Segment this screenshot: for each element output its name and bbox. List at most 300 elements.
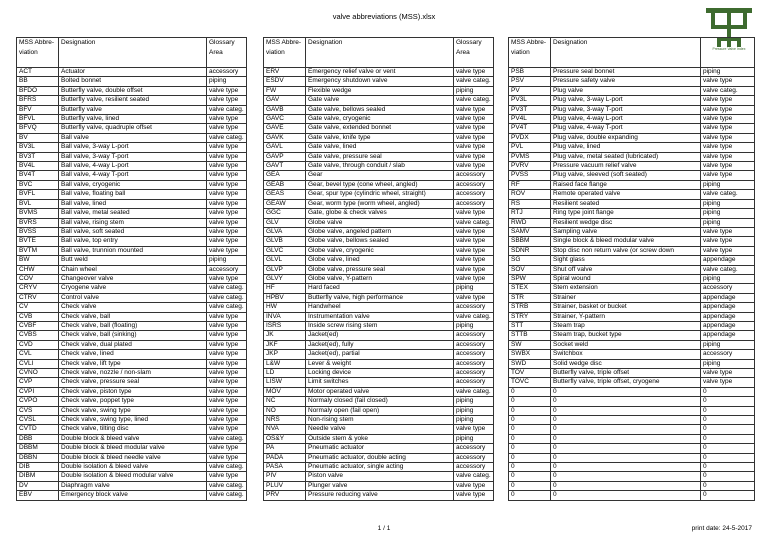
glossary-area-cell: valve categ. (207, 105, 247, 114)
table-row (509, 359, 755, 368)
designation-cell: Plug valve, lined (551, 143, 701, 152)
designation-cell: 0 (551, 387, 701, 396)
mss-abbreviation-cell: STRB (509, 303, 551, 312)
glossary-area-cell: piping (454, 406, 494, 415)
mss-abbreviation-cell: BVFL (17, 190, 59, 199)
designation-cell: Plug valve, 4-way T-port (551, 124, 701, 133)
designation-cell: Emergency block valve (59, 491, 207, 500)
designation-cell: Ball valve, rising stem (59, 218, 207, 227)
glossary-area-cell: 0 (701, 434, 755, 443)
glossary-area-cell: valve type (207, 274, 247, 283)
mss-abbreviation-cell: CVBS (17, 331, 59, 340)
table-row (509, 227, 755, 236)
designation-cell: Butterfly valve (59, 105, 207, 114)
table-header-row (264, 38, 494, 68)
table-row (17, 227, 247, 236)
designation-cell: Locking device (306, 369, 454, 378)
mss-abbreviation-cell: 0 (509, 472, 551, 481)
designation-cell: Gear, bevel type (cone wheel, angled) (306, 180, 454, 189)
mss-abbreviation-cell: GAVL (264, 143, 306, 152)
table-row (264, 133, 494, 142)
mss-abbreviation-cell: RTJ (509, 209, 551, 218)
mss-abbreviation-cell: BV4L (17, 162, 59, 171)
designation-cell: Ring type joint flange (551, 209, 701, 218)
table-row (509, 115, 755, 124)
glossary-area-cell: valve type (701, 369, 755, 378)
glossary-area-cell: valve type (701, 237, 755, 246)
glossary-area-cell: piping (701, 359, 755, 368)
mss-abbreviation-cell: GAVE (264, 124, 306, 133)
mss-abbreviation-cell: 0 (509, 397, 551, 406)
table-row (264, 209, 494, 218)
designation-cell: Check valve (59, 303, 207, 312)
glossary-area-cell: appendage (701, 331, 755, 340)
table-row (17, 406, 247, 415)
designation-cell: Steam trap, bucket type (551, 331, 701, 340)
mss-abbreviation-cell: CVBF (17, 321, 59, 330)
mss-abbreviation-cell: PV3T (509, 105, 551, 114)
mss-abbreviation-cell: RWD (509, 218, 551, 227)
designation-cell: Ball valve, cryogenic (59, 180, 207, 189)
mss-abbreviation-cell: PVRV (509, 162, 551, 171)
glossary-area-cell: valve type (207, 472, 247, 481)
designation-cell: Strainer (551, 293, 701, 302)
glossary-area-cell: accessory (454, 378, 494, 387)
table-row (264, 340, 494, 349)
glossary-area-cell: valve type (207, 124, 247, 133)
table-row (509, 86, 755, 95)
designation-cell: Remote operated valve (551, 190, 701, 199)
table-row (509, 463, 755, 472)
glossary-area-cell: valve type (701, 227, 755, 236)
mss-abbreviation-cell: PV4L (509, 115, 551, 124)
glossary-area-cell: piping (454, 321, 494, 330)
mss-abbreviation-cell: GAVK (264, 133, 306, 142)
glossary-area-cell: accessory (454, 331, 494, 340)
mss-abbreviation-cell: GEA (264, 171, 306, 180)
mss-abbreviation-cell: BV4T (17, 171, 59, 180)
mss-abbreviation-cell: GLVB (264, 237, 306, 246)
table-row (17, 303, 247, 312)
table-row (17, 171, 247, 180)
mss-abbreviation-cell: 0 (509, 444, 551, 453)
designation-cell: Jacket(ed), fully (306, 340, 454, 349)
glossary-area-cell: valve type (207, 190, 247, 199)
table-row (264, 171, 494, 180)
mss-abbreviation-cell: SG (509, 256, 551, 265)
designation-cell: Pressure safety valve (551, 77, 701, 86)
glossary-area-cell: valve type (207, 162, 247, 171)
mss-abbreviation-cell: 0 (509, 387, 551, 396)
glossary-area-cell: valve type (207, 369, 247, 378)
glossary-area-cell: valve categ. (454, 387, 494, 396)
designation-cell: Pressure reducing valve (306, 491, 454, 500)
designation-cell: Globe valve, bellows sealed (306, 237, 454, 246)
designation-cell: Double isolation & bleed modular valve (59, 472, 207, 481)
table-row (17, 152, 247, 161)
mss-abbreviation-cell: BVSS (17, 227, 59, 236)
designation-cell: Jacket(ed), partial (306, 350, 454, 359)
mss-abbreviation-cell: BVRS (17, 218, 59, 227)
header-designation: Designation (551, 38, 701, 68)
designation-cell: 0 (551, 416, 701, 425)
designation-cell: Gate valve, extended bonnet (306, 124, 454, 133)
designation-cell: Butt weld (59, 256, 207, 265)
glossary-area-cell: accessory (701, 284, 755, 293)
table-row (509, 171, 755, 180)
header-mss-abbreviation: MSS Abbre- viation (509, 38, 551, 68)
designation-cell: Normaly open (fail open) (306, 406, 454, 415)
glossary-area-cell: valve type (207, 387, 247, 396)
designation-cell: Switchbox (551, 350, 701, 359)
table-row (509, 133, 755, 142)
mss-abbreviation-cell: GEAW (264, 199, 306, 208)
glossary-area-cell: valve categ. (454, 218, 494, 227)
mss-abbreviation-cell: DV (17, 481, 59, 490)
table-row (17, 105, 247, 114)
mss-abbreviation-cell: NO (264, 406, 306, 415)
designation-cell: Ball valve, trunnion mounted (59, 246, 207, 255)
mss-abbreviation-cell: 0 (509, 416, 551, 425)
table-row (509, 105, 755, 114)
glossary-area-cell: appendage (701, 293, 755, 302)
table-row (509, 124, 755, 133)
mss-abbreviation-cell: 0 (509, 434, 551, 443)
table-row (509, 472, 755, 481)
designation-cell: Plug valve, 3-way T-port (551, 105, 701, 114)
mss-abbreviation-cell: PADA (264, 453, 306, 462)
glossary-area-cell: valve type (454, 237, 494, 246)
designation-cell: Flexible wedge (306, 86, 454, 95)
table-row (509, 331, 755, 340)
mss-abbreviation-cell: BVMS (17, 209, 59, 218)
glossary-area-cell: accessory (454, 340, 494, 349)
glossary-area-cell: valve type (454, 425, 494, 434)
designation-cell: Normaly closed (fail closed) (306, 397, 454, 406)
designation-cell: Gate valve, lined (306, 143, 454, 152)
table-row (17, 472, 247, 481)
designation-cell: Gate valve, knife type (306, 133, 454, 142)
mss-abbreviation-cell: MOV (264, 387, 306, 396)
designation-cell: Solid wedge disc (551, 359, 701, 368)
glossary-area-cell: accessory (454, 199, 494, 208)
designation-cell: Double block & bleed needle valve (59, 453, 207, 462)
mss-abbreviation-cell: ERV (264, 68, 306, 77)
table-row (17, 256, 247, 265)
glossary-area-cell: valve type (207, 378, 247, 387)
glossary-area-cell: valve type (454, 209, 494, 218)
designation-cell: Diaphragm valve (59, 481, 207, 490)
glossary-area-cell: valve categ. (454, 312, 494, 321)
designation-cell: Gate valve (306, 96, 454, 105)
header-designation: Designation (306, 38, 454, 68)
glossary-area-cell: valve type (454, 124, 494, 133)
mss-abbreviation-cell: GLVP (264, 265, 306, 274)
mss-abbreviation-cell: RS (509, 199, 551, 208)
designation-cell: Needle valve (306, 425, 454, 434)
header-glossary-area: Glossary Area (454, 38, 494, 68)
mss-abbreviation-cell: CVP (17, 378, 59, 387)
glossary-area-cell: valve type (454, 133, 494, 142)
mss-abbreviation-cell: DBBN (17, 453, 59, 462)
table-row (509, 68, 755, 77)
mss-abbreviation-cell: SWBX (509, 350, 551, 359)
glossary-area-cell: accessory (454, 444, 494, 453)
table-row (264, 77, 494, 86)
mss-abbreviation-cell: GAVB (264, 105, 306, 114)
mss-abbreviation-cell: PV3L (509, 96, 551, 105)
glossary-area-cell: valve type (207, 237, 247, 246)
designation-cell: Gate valve, cryogenic (306, 115, 454, 124)
table-row (17, 284, 247, 293)
mss-abbreviation-cell: PSB (509, 68, 551, 77)
designation-cell: 0 (551, 481, 701, 490)
glossary-area-cell: valve type (701, 77, 755, 86)
glossary-area-cell: valve type (701, 162, 755, 171)
mss-abbreviation-cell: CVL (17, 350, 59, 359)
mss-abbreviation-cell: GAVP (264, 152, 306, 161)
designation-cell: Control valve (59, 293, 207, 302)
table-header-row (17, 38, 247, 68)
mss-abbreviation-cell: DBB (17, 434, 59, 443)
mss-abbreviation-cell: SDNR (509, 246, 551, 255)
mss-abbreviation-cell: 0 (509, 406, 551, 415)
mss-abbreviation-cell: PVMS (509, 152, 551, 161)
mss-abbreviation-cell: GLV (264, 218, 306, 227)
mss-abbreviation-cell: 0 (509, 463, 551, 472)
document-title: valve abbreviations (MSS).xlsx (332, 12, 436, 21)
glossary-area-cell: valve type (207, 227, 247, 236)
mss-abbreviation-cell: BFVQ (17, 124, 59, 133)
table-row (17, 321, 247, 330)
glossary-area-cell: valve type (454, 115, 494, 124)
glossary-area-cell: valve type (454, 274, 494, 283)
glossary-area-cell: accessory (701, 350, 755, 359)
designation-cell: Ball valve, 3-way T-port (59, 152, 207, 161)
glossary-area-cell: valve type (701, 378, 755, 387)
designation-cell: Butterfly valve, quadruple offset (59, 124, 207, 133)
mss-abbreviation-cell: DBBM (17, 444, 59, 453)
mss-abbreviation-cell: GEAS (264, 190, 306, 199)
table-row (509, 199, 755, 208)
table-row (264, 481, 494, 490)
table-row (17, 369, 247, 378)
glossary-area-cell: valve type (454, 293, 494, 302)
table-row (264, 218, 494, 227)
table-row (264, 246, 494, 255)
mss-abbreviation-cell: BW (17, 256, 59, 265)
table-row (17, 331, 247, 340)
glossary-area-cell: accessory (454, 171, 494, 180)
table-row (509, 369, 755, 378)
designation-cell: Butterfly valve, resilient seated (59, 96, 207, 105)
glossary-area-cell: valve categ. (207, 133, 247, 142)
glossary-area-cell: 0 (701, 472, 755, 481)
table-row (17, 86, 247, 95)
designation-cell: Stem extension (551, 284, 701, 293)
table-row (17, 265, 247, 274)
table-row (509, 425, 755, 434)
table-row (17, 218, 247, 227)
table-row (509, 387, 755, 396)
mss-abbreviation-cell: FW (264, 86, 306, 95)
mss-abbreviation-cell: PV (509, 86, 551, 95)
designation-cell: Check valve, swing type, lined (59, 416, 207, 425)
glossary-area-cell: valve categ. (454, 96, 494, 105)
glossary-area-cell: appendage (701, 321, 755, 330)
glossary-area-cell: valve type (207, 171, 247, 180)
designation-cell: Bolted bonnet (59, 77, 207, 86)
glossary-area-cell: valve type (701, 152, 755, 161)
glossary-area-cell: piping (207, 77, 247, 86)
mss-abbreviation-cell: BVTE (17, 237, 59, 246)
table-row (264, 387, 494, 396)
designation-cell: Ball valve, 3-way L-port (59, 143, 207, 152)
glossary-area-cell: valve type (207, 406, 247, 415)
mss-abbreviation-cell: SWD (509, 359, 551, 368)
designation-cell: Steam trap (551, 321, 701, 330)
designation-cell: Check valve, tilting disc (59, 425, 207, 434)
mss-abbreviation-cell: PVSS (509, 171, 551, 180)
designation-cell: Butterfly valve, lined (59, 115, 207, 124)
mss-abbreviation-cell: ESDV (264, 77, 306, 86)
mss-abbreviation-cell: HPBV (264, 293, 306, 302)
mss-abbreviation-cell: PV4T (509, 124, 551, 133)
designation-cell: Piston valve (306, 472, 454, 481)
table-row (509, 237, 755, 246)
table-row (17, 199, 247, 208)
table-row (264, 397, 494, 406)
glossary-area-cell: piping (701, 218, 755, 227)
designation-cell: Emergency relief valve or vent (306, 68, 454, 77)
designation-cell: Sight glass (551, 256, 701, 265)
designation-cell: 0 (551, 453, 701, 462)
mss-abbreviation-cell: SPW (509, 274, 551, 283)
table-row (509, 143, 755, 152)
mss-abbreviation-cell: BFRS (17, 96, 59, 105)
glossary-area-cell: 0 (701, 425, 755, 434)
glossary-area-cell: piping (701, 274, 755, 283)
mss-abbreviation-cell: PRV (264, 491, 306, 500)
designation-cell: Shut off valve (551, 265, 701, 274)
mss-abbreviation-cell: PSV (509, 77, 551, 86)
mss-abbreviation-cell: EBV (17, 491, 59, 500)
mss-abbreviation-cell: TOV (509, 369, 551, 378)
table-row (509, 453, 755, 462)
glossary-area-cell: valve type (207, 115, 247, 124)
logo-caption: Pressure Valve Index (712, 47, 746, 51)
designation-cell: Raised face flange (551, 180, 701, 189)
mss-abbreviation-cell: CVPI (17, 387, 59, 396)
table-row (509, 434, 755, 443)
designation-cell: Double block & bleed valve (59, 434, 207, 443)
mss-abbreviation-cell: JKP (264, 350, 306, 359)
glossary-area-cell: piping (454, 397, 494, 406)
designation-cell: Pneumatic actuator, single acting (306, 463, 454, 472)
glossary-area-cell: valve type (701, 115, 755, 124)
table-row (264, 256, 494, 265)
glossary-area-cell: accessory (454, 453, 494, 462)
designation-cell: Resilient wedge disc (551, 218, 701, 227)
mss-abbreviation-cell: CVB (17, 312, 59, 321)
header-designation: Designation (59, 38, 207, 68)
mss-abbreviation-cell: SAMV (509, 227, 551, 236)
table-row (264, 434, 494, 443)
designation-cell: 0 (551, 491, 701, 500)
table-row (17, 115, 247, 124)
mss-abbreviation-cell: PVDX (509, 133, 551, 142)
designation-cell: Changeover valve (59, 274, 207, 283)
glossary-area-cell: accessory (454, 359, 494, 368)
mss-abbreviation-cell: CVTD (17, 425, 59, 434)
designation-cell: Single block & bleed modular valve (551, 237, 701, 246)
designation-cell: 0 (551, 406, 701, 415)
designation-cell: 0 (551, 472, 701, 481)
mss-abbreviation-cell: PASA (264, 463, 306, 472)
glossary-area-cell: valve categ. (207, 284, 247, 293)
table-row (509, 491, 755, 500)
table-row (17, 387, 247, 396)
mss-abbreviation-cell: BFV (17, 105, 59, 114)
mss-abbreviation-cell: HW (264, 303, 306, 312)
mss-abbreviation-cell: CHW (17, 265, 59, 274)
mss-abbreviation-cell: CVD (17, 340, 59, 349)
glossary-area-cell: valve categ. (207, 463, 247, 472)
glossary-area-cell: valve type (207, 143, 247, 152)
designation-cell: Check valve, nozzle / non-slam (59, 369, 207, 378)
glossary-area-cell: piping (454, 86, 494, 95)
table-row (264, 416, 494, 425)
table-row (264, 293, 494, 302)
table-row (264, 359, 494, 368)
mss-abbreviation-cell: ROV (509, 190, 551, 199)
mss-abbreviation-cell: BVTM (17, 246, 59, 255)
designation-cell: Check valve, lined (59, 350, 207, 359)
designation-cell: Socket weld (551, 340, 701, 349)
glossary-area-cell: valve type (454, 491, 494, 500)
glossary-area-cell: valve type (454, 68, 494, 77)
designation-cell: Gear, worm type (worm wheel, angled) (306, 199, 454, 208)
mss-abbreviation-cell: CRYV (17, 284, 59, 293)
table-row (17, 77, 247, 86)
mss-abbreviation-cell: STRY (509, 312, 551, 321)
designation-cell: Handwheel (306, 303, 454, 312)
designation-cell: Ball valve, soft seated (59, 227, 207, 236)
designation-cell: 0 (551, 434, 701, 443)
glossary-area-cell: valve type (207, 218, 247, 227)
table-row (17, 162, 247, 171)
table-row (509, 416, 755, 425)
designation-cell: Gear, spur type (cylindric wheel, straight) (306, 190, 454, 199)
glossary-area-cell: valve type (454, 162, 494, 171)
print-date: print date: 24-5-2017 (691, 525, 752, 532)
mss-abbreviation-cell: GLVA (264, 227, 306, 236)
table-row (17, 180, 247, 189)
mss-abbreviation-cell: CVSL (17, 416, 59, 425)
glossary-area-cell: valve type (207, 416, 247, 425)
designation-cell: Gate valve, through conduit / slab (306, 162, 454, 171)
mss-abbreviation-cell: 0 (509, 491, 551, 500)
table-row (509, 321, 755, 330)
glossary-area-cell: piping (454, 284, 494, 293)
designation-cell: Butterfly valve, triple offset (551, 369, 701, 378)
glossary-area-cell: valve type (207, 350, 247, 359)
table-row (17, 312, 247, 321)
table-row (509, 162, 755, 171)
glossary-area-cell: valve type (701, 133, 755, 142)
glossary-area-cell: valve type (207, 340, 247, 349)
table-row (17, 481, 247, 490)
